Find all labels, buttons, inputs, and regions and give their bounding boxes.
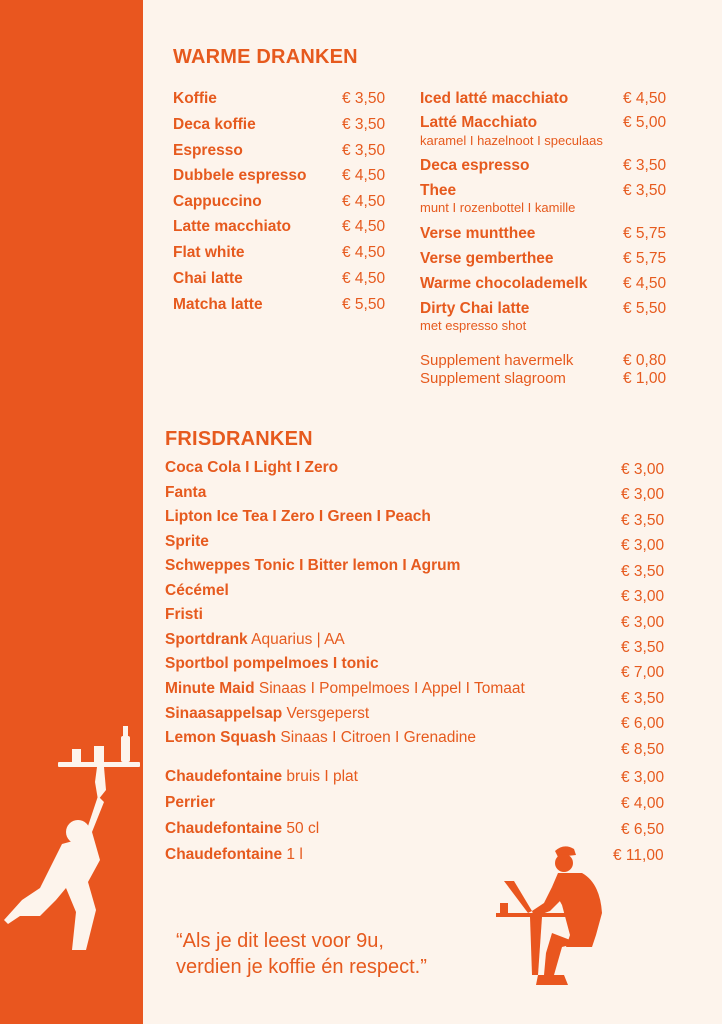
menu-item-price: € 5,00 [623, 114, 667, 131]
menu-item-price: € 3,00 [621, 769, 665, 786]
menu-item-name: Fanta [165, 484, 207, 501]
menu-item-name: Sprite [165, 533, 209, 550]
menu-item-name: Fristi [165, 606, 203, 623]
menu-item-name: Lemon Squash Sinaas I Citroen I Grenadine [165, 729, 476, 746]
menu-item-name: Chaudefontaine 50 cl [165, 820, 320, 837]
menu-item-name: Schweppes Tonic I Bitter lemon I Agrum [165, 557, 461, 574]
menu-item-name: Matcha latte [173, 296, 263, 313]
menu-item-name: Chai latte [173, 270, 243, 287]
menu-item-price: € 5,75 [623, 225, 667, 242]
menu-item-price: € 3,00 [621, 614, 665, 631]
menu-item-name: Warme chocolademelk [420, 275, 588, 292]
menu-item-price: € 4,50 [342, 218, 386, 235]
menu-item-name: Deca koffie [173, 116, 256, 133]
menu-item-name: Cécémel [165, 582, 229, 599]
menu-item-name: Flat white [173, 244, 245, 261]
menu-item-price: € 6,50 [621, 821, 665, 838]
quote-line-2: verdien je koffie én respect.” [176, 956, 427, 978]
menu-item-name: Sportdrank Aquarius | AA [165, 631, 345, 648]
menu-item-price: € 3,50 [621, 690, 665, 707]
menu-item-price: € 3,00 [621, 486, 665, 503]
menu-item-price: € 4,50 [342, 270, 386, 287]
menu-item-name: Sportbol pompelmoes I tonic [165, 655, 379, 672]
supplement-name: Supplement havermelk [420, 352, 574, 369]
menu-item-price: € 3,50 [342, 142, 386, 159]
menu-item-price: € 7,00 [621, 664, 665, 681]
quote [176, 928, 427, 980]
menu-item-name: Verse muntthee [420, 225, 536, 242]
menu-item-name: Chaudefontaine bruis I plat [165, 768, 358, 785]
menu-item-price: € 3,50 [623, 157, 667, 174]
menu-item-name: Latte macchiato [173, 218, 292, 235]
menu-item-price: € 4,00 [621, 795, 665, 812]
menu-item-name: Iced latté macchiato [420, 90, 569, 107]
menu-item-price: € 3,50 [621, 512, 665, 529]
menu-item-note: karamel I hazelnoot I speculaas [420, 133, 603, 148]
menu-item-price: € 3,50 [623, 182, 667, 199]
menu-item-price: € 6,00 [621, 715, 665, 732]
menu-item-name: Chaudefontaine 1 l [165, 846, 303, 863]
menu-item-name: Verse gemberthee [420, 250, 554, 267]
quote-line-1: “Als je dit leest voor 9u, [176, 930, 384, 952]
menu-item-price: € 4,50 [623, 90, 667, 107]
menu-item-price: € 5,75 [623, 250, 667, 267]
menu-item-name: Minute Maid Sinaas I Pompelmoes I Appel I Tomaat [165, 680, 525, 697]
menu-item-note: met espresso shot [420, 318, 527, 333]
supplement-name: Supplement slagroom [420, 370, 566, 387]
menu-item-price: € 3,50 [342, 116, 386, 133]
menu-item-name: Koffie [173, 90, 217, 107]
menu-item-price: € 4,50 [342, 167, 386, 184]
menu-item-price: € 11,00 [613, 847, 664, 864]
menu-item-price: € 5,50 [342, 296, 386, 313]
supplement-price: € 1,00 [623, 370, 667, 387]
menu-item-name: Coca Cola I Light I Zero [165, 459, 339, 476]
menu-item-price: € 4,50 [342, 244, 386, 261]
menu-item-name: Dubbele espresso [173, 167, 307, 184]
menu-item-price: € 8,50 [621, 741, 665, 758]
menu-item-note: munt I rozenbottel I kamille [420, 200, 576, 215]
menu-item-name: Lipton Ice Tea I Zero I Green I Peach [165, 508, 431, 525]
menu-item-price: € 3,50 [621, 639, 665, 656]
menu-item-name: Deca espresso [420, 157, 530, 174]
menu-item-price: € 4,50 [623, 275, 667, 292]
menu-item-price: € 4,50 [342, 193, 386, 210]
laptop-man-icon [492, 843, 617, 993]
menu-item-name: Sinaasappelsap Versgeperst [165, 705, 370, 722]
menu-item-name: Espresso [173, 142, 243, 159]
menu-item-price: € 3,50 [621, 563, 665, 580]
warme-dranken-title: WARME DRANKEN [173, 46, 358, 68]
menu-item-name: Perrier [165, 794, 215, 811]
frisdranken-title: FRISDRANKEN [165, 428, 313, 450]
menu-item-name: Cappuccino [173, 193, 262, 210]
menu-item-price: € 3,00 [621, 588, 665, 605]
supplement-price: € 0,80 [623, 352, 667, 369]
menu-item-name: Dirty Chai latte [420, 300, 530, 317]
menu-item-price: € 3,50 [342, 90, 386, 107]
menu-item-price: € 3,00 [621, 461, 665, 478]
menu-item-price: € 3,00 [621, 537, 665, 554]
menu-item-price: € 5,50 [623, 300, 667, 317]
menu-item-name: Latté Macchiato [420, 114, 538, 131]
menu-item-name: Thee [420, 182, 457, 199]
waiter-silhouette-icon [0, 720, 143, 950]
